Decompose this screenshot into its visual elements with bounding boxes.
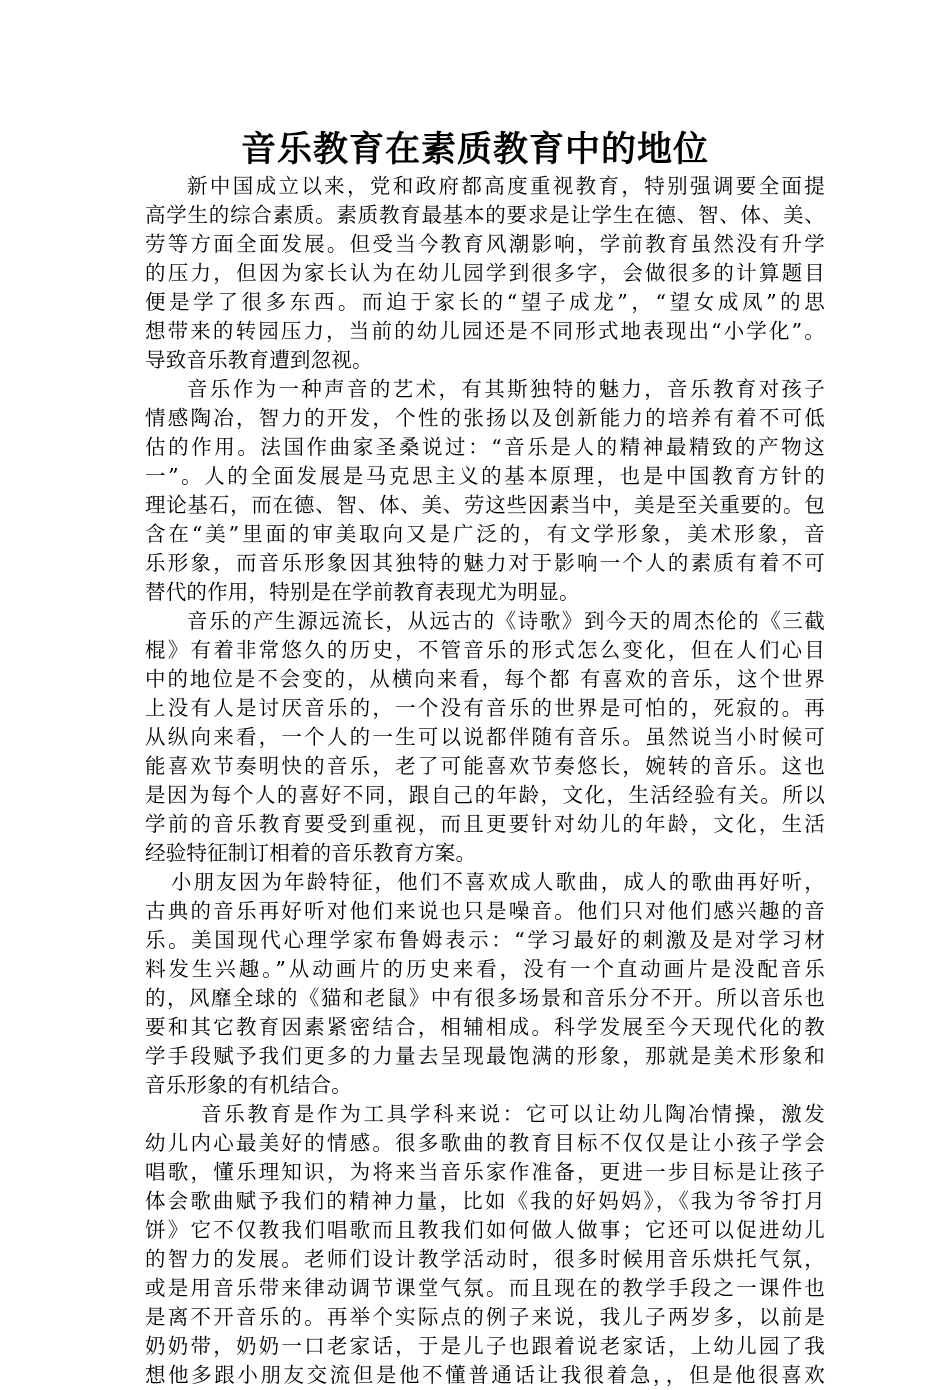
document-body bbox=[145, 172, 825, 1390]
text-line: 上没有人是讨厌音乐的，一个没有音乐的世界是可怕的，死寂的。再 bbox=[145, 696, 825, 720]
text-line: 一”。人的全面发展是马克思主义的基本原理，也是中国教育方针的 bbox=[145, 464, 825, 488]
text-line: 含在“美”里面的审美取向又是广泛的，有文学形象，美术形象，音 bbox=[145, 522, 825, 546]
text-line: 乐。美国现代心理学家布鲁姆表示：“学习最好的刺激及是对学习材 bbox=[145, 928, 825, 952]
text-line: 小朋友因为年龄特征，他们不喜欢成人歌曲，成人的歌曲再好听， bbox=[171, 870, 825, 894]
text-line: 学手段赋予我们更多的力量去呈现最饱满的形象，那就是美术形象和 bbox=[145, 1044, 825, 1068]
text-line: 想带来的转园压力，当前的幼儿园还是不同形式地表现出“小学化”。 bbox=[145, 319, 825, 343]
text-line: 估的作用。法国作曲家圣桑说过：“音乐是人的精神最精致的产物这 bbox=[145, 435, 825, 459]
text-line: 高学生的综合素质。素质教育最基本的要求是让学生在德、智、体、美、 bbox=[145, 203, 825, 227]
text-line: 想他多跟小朋友交流但是他不懂普通话让我很着急，，但是他很喜欢 bbox=[145, 1363, 825, 1387]
text-line: 的智力的发展。老师们设计教学活动时，很多时候用音乐烘托气氛， bbox=[145, 1247, 825, 1271]
text-line: 的，风靡全球的《猫和老鼠》中有很多场景和音乐分不开。所以音乐也 bbox=[145, 986, 825, 1010]
text-line: 音乐的产生源远流长，从远古的《诗歌》到今天的周杰伦的《三截 bbox=[187, 609, 825, 633]
text-line: 棍》有着非常悠久的历史，不管音乐的形式怎么变化，但在人们心目 bbox=[145, 638, 825, 662]
text-line: 理论基石，而在德、智、体、美、劳这些因素当中，美是至关重要的。包 bbox=[145, 493, 825, 517]
text-line: 体会歌曲赋予我们的精神力量，比如《我的好妈妈》，《我为爷爷打月 bbox=[145, 1189, 825, 1213]
text-line: 料发生兴趣。”从动画片的历史来看，没有一个直动画片是没配音乐 bbox=[145, 957, 825, 981]
text-line: 中的地位是不会变的，从横向来看，每个都 有喜欢的音乐，这个世界 bbox=[145, 667, 825, 691]
document-title: 音乐教育在素质教育中的地位 bbox=[240, 129, 709, 170]
text-line: 饼》它不仅教我们唱歌而且教我们如何做人做事；它还可以促进幼儿 bbox=[145, 1218, 825, 1242]
text-line: 经验特征制订相着的音乐教育方案。 bbox=[145, 841, 477, 865]
text-line: 能喜欢节奏明快的音乐，老了可能喜欢节奏悠长，婉转的音乐。这也 bbox=[145, 754, 825, 778]
text-line: 或是用音乐带来律动调节课堂气氛。而且现在的教学手段之一课件也 bbox=[145, 1276, 825, 1300]
text-line: 便是学了很多东西。而迫于家长的“望子成龙”，“望女成凤”的思 bbox=[145, 290, 825, 314]
text-line: 从纵向来看，一个人的一生可以说都伴随有音乐。虽然说当小时候可 bbox=[145, 725, 825, 749]
text-line: 劳等方面全面发展。但受当今教育风潮影响，学前教育虽然没有升学 bbox=[145, 232, 825, 256]
text-line: 的压力，但因为家长认为在幼儿园学到很多字，会做很多的计算题目 bbox=[145, 261, 825, 285]
text-line: 是离不开音乐的。再举个实际点的例子来说，我儿子两岁多，以前是 bbox=[145, 1305, 825, 1329]
text-line: 唱歌，懂乐理知识，为将来当音乐家作准备，更进一步目标是让孩子 bbox=[145, 1160, 825, 1184]
text-line: 幼儿内心最美好的情感。很多歌曲的教育目标不仅仅是让小孩子学会 bbox=[145, 1131, 825, 1155]
text-line: 音乐教育是作为工具学科来说：它可以让幼儿陶冶情操，激发 bbox=[201, 1102, 825, 1126]
text-line: 新中国成立以来，党和政府都高度重视教育，特别强调要全面提 bbox=[187, 174, 825, 198]
text-line: 是因为每个人的喜好不同，跟自己的年龄，文化，生活经验有关。所以 bbox=[145, 783, 825, 807]
text-line: 乐形象，而音乐形象因其独特的魅力对于影响一个人的素质有着不可 bbox=[145, 551, 825, 575]
text-line: 情感陶冶，智力的开发，个性的张扬以及创新能力的培养有着不可低 bbox=[145, 406, 825, 430]
text-line: 替代的作用，特别是在学前教育表现尤为明显。 bbox=[145, 580, 580, 604]
text-line: 古典的音乐再好听对他们来说也只是噪音。他们只对他们感兴趣的音 bbox=[145, 899, 825, 923]
text-line: 奶奶带，奶奶一口老家话，于是儿子也跟着说老家话，上幼儿园了我 bbox=[145, 1334, 825, 1358]
text-line: 要和其它教育因素紧密结合，相辅相成。科学发展至今天现代化的教 bbox=[145, 1015, 825, 1039]
text-line: 导致音乐教育遭到忽视。 bbox=[145, 348, 373, 372]
text-line: 音乐作为一种声音的艺术，有其斯独特的魅力，音乐教育对孩子 bbox=[187, 377, 825, 401]
text-line: 学前的音乐教育要受到重视，而且更要针对幼儿的年龄，文化，生活 bbox=[145, 812, 825, 836]
text-line: 音乐形象的有机结合。 bbox=[145, 1073, 352, 1097]
